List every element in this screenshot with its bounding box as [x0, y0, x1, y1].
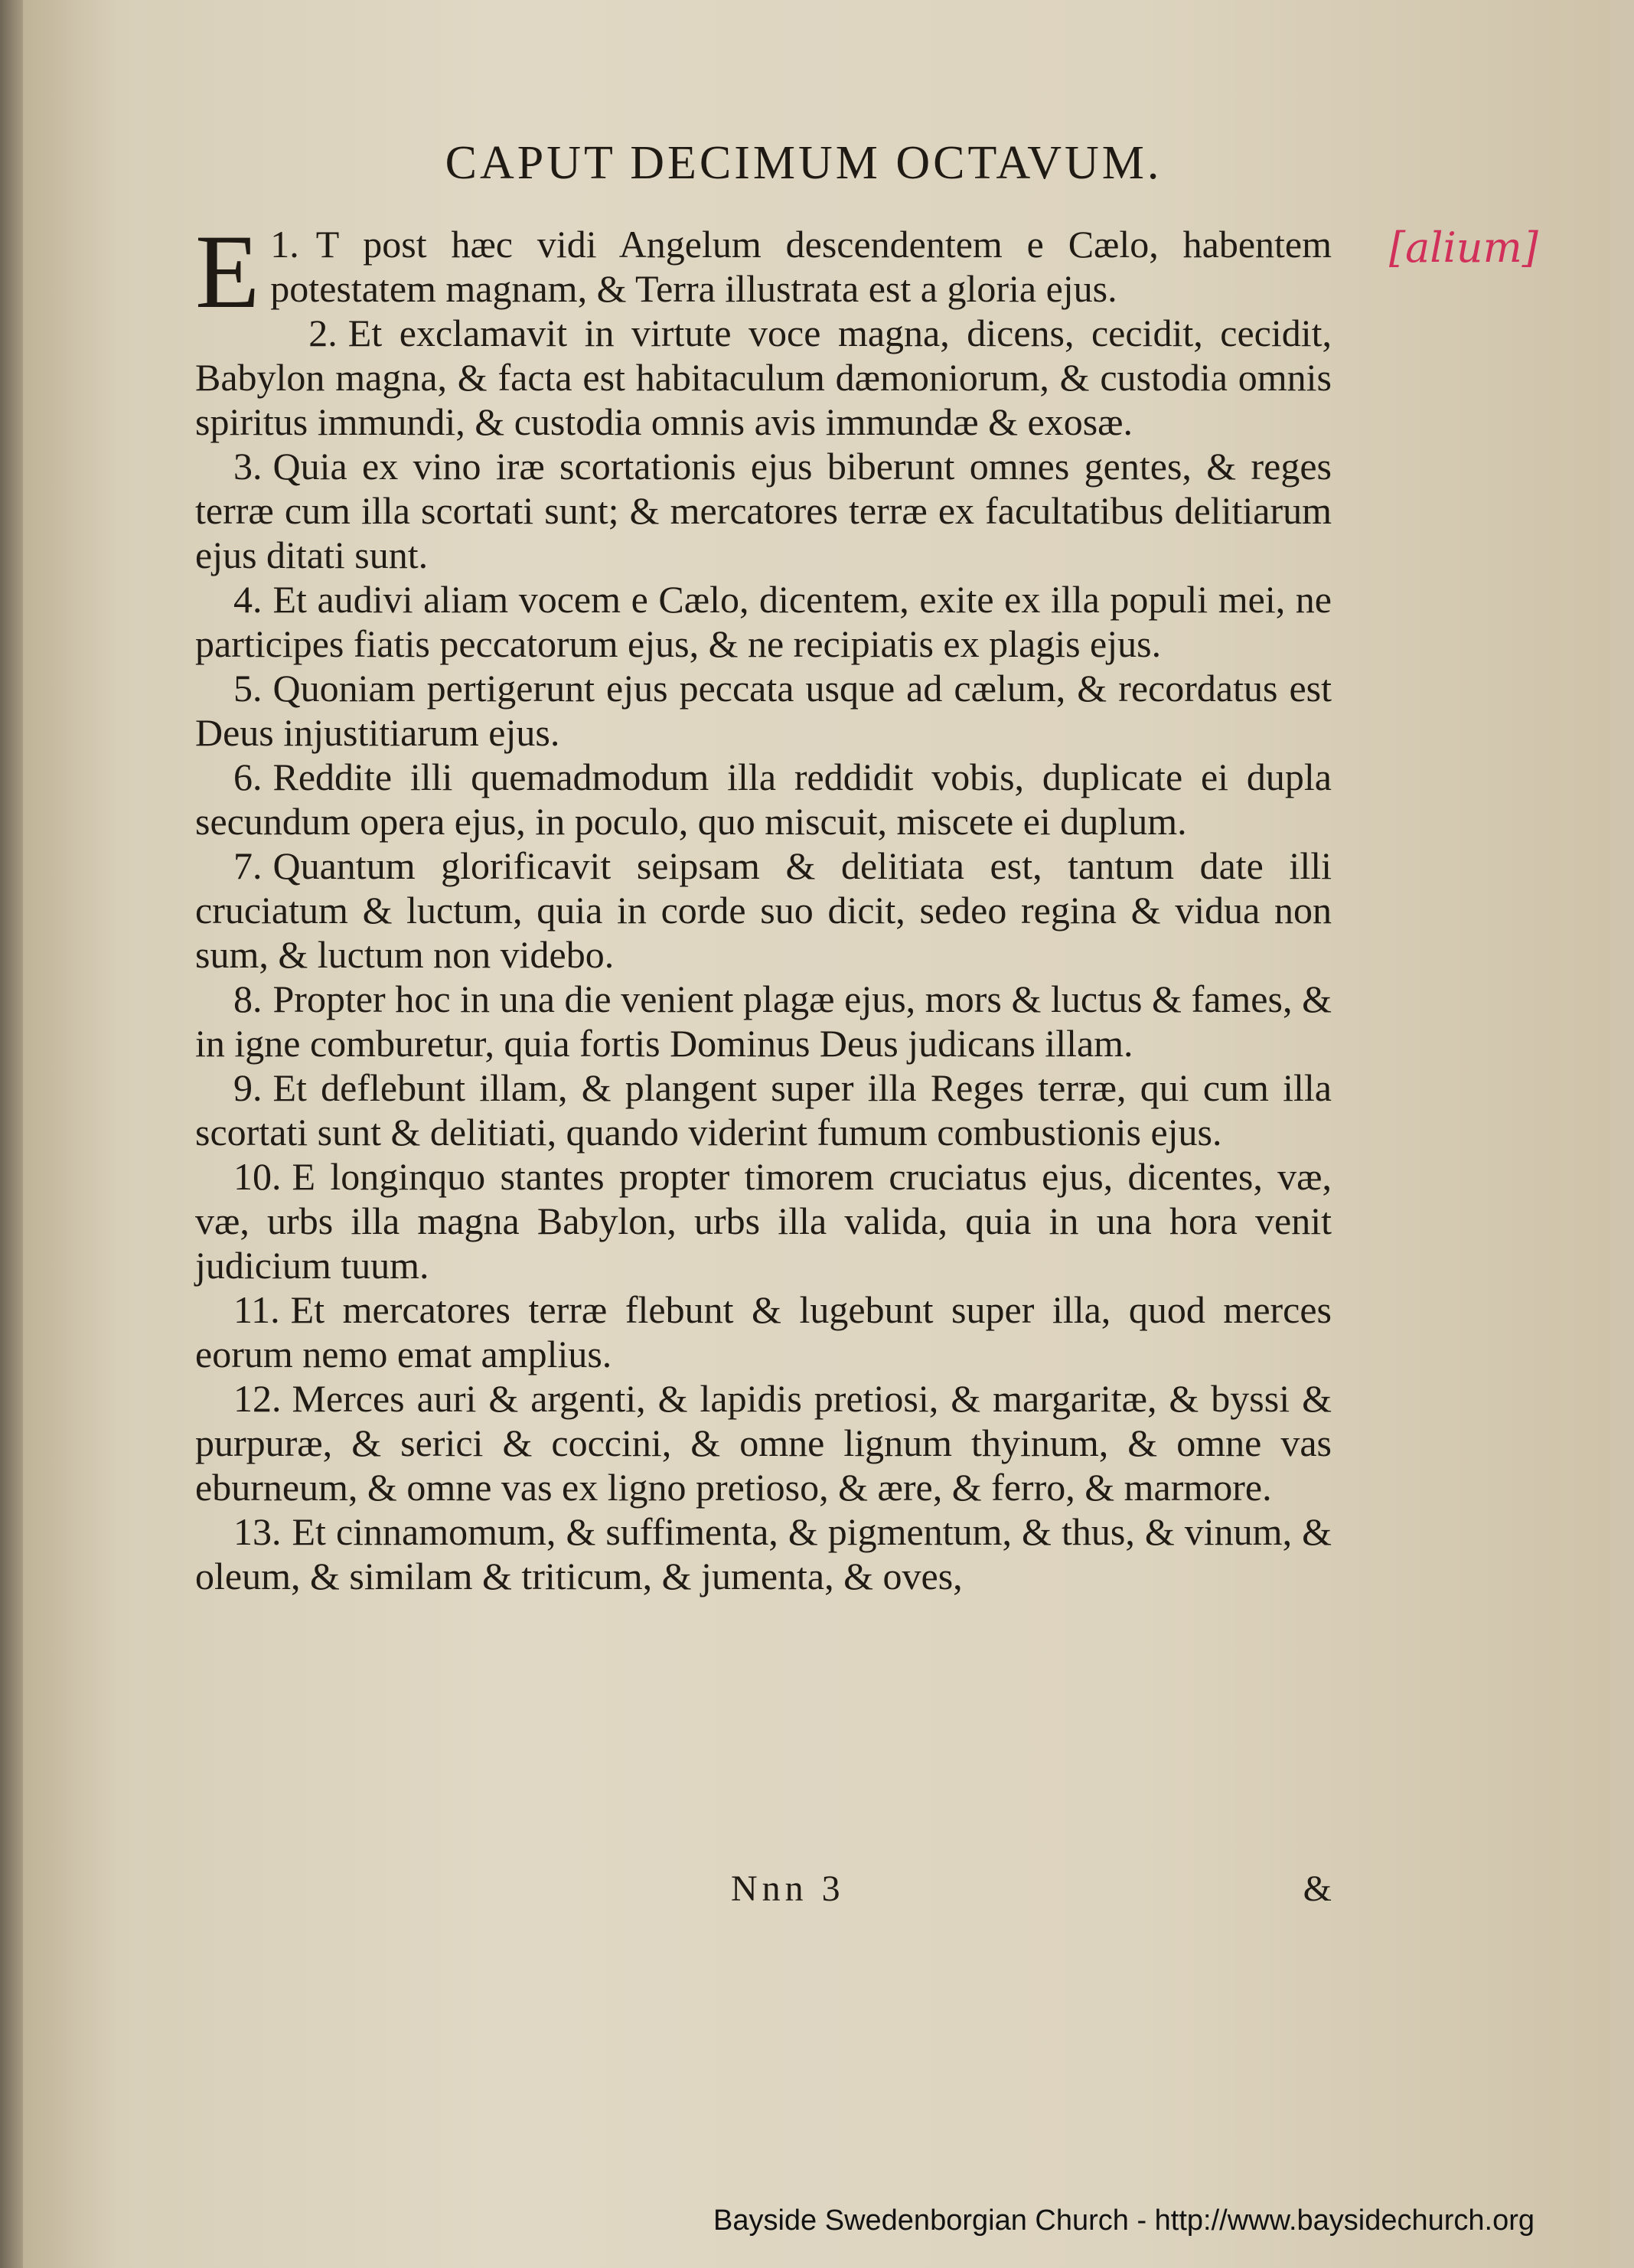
verse-10	[195, 1154, 1332, 1287]
verse-number: 4.	[233, 578, 263, 621]
handwritten-annotation: [alium]	[1389, 224, 1538, 272]
verse-12	[195, 1376, 1332, 1509]
verse-number: 5.	[233, 667, 263, 710]
verse-13	[195, 1509, 1332, 1598]
page-footer	[195, 1868, 1332, 1914]
verse-text: Merces auri & argenti, & lapidis pretiosi, & margaritæ, & byssi & purpuræ, & serici & coccini, & omne lignum thyinum, & omne vas eburneum, & omne vas ex ligno pretioso, & ære, & ferro, & marmore.	[195, 1377, 1332, 1509]
verse-8	[195, 977, 1332, 1065]
verse-number: 7.	[233, 844, 263, 887]
verse-7	[195, 844, 1332, 977]
catchword: &	[1303, 1868, 1332, 1909]
verse-text: Et cinnamomum, & suffimenta, & pigmentum, & thus, & vinum, & oleum, & similam & triticum, & jumenta, & oves,	[195, 1510, 1332, 1597]
verse-number: 13.	[233, 1510, 282, 1553]
verse-text: Quia ex vino iræ scortationis ejus biberunt omnes gentes, & reges terræ cum illa scortati sunt; & mercatores terræ ex facultatibus delitiarum ejus ditati sunt.	[195, 445, 1332, 576]
verse-number: 8.	[233, 977, 263, 1020]
source-credit: Bayside Swedenborgian Church - http://www.baysidechurch.org	[713, 2204, 1535, 2237]
verse-text: Quantum glorificavit seipsam & delitiata est, tantum date illi cruciatum & luctum, quia in corde suo dicit, sedeo regina & vidua non sum, & luctum non videbo.	[195, 844, 1332, 976]
verse-3	[195, 444, 1332, 577]
verse-text: Quoniam pertigerunt ejus peccata usque ad cælum, & recordatus est Deus injustitiarum ejus.	[195, 667, 1332, 754]
verse-number: 10.	[233, 1155, 282, 1198]
verse-6	[195, 755, 1332, 844]
verse-text: T post hæc vidi Angelum descendentem e Cælo, habentem potestatem magnam, & Terra illustrata est a gloria ejus.	[270, 223, 1332, 310]
verse-9	[195, 1065, 1332, 1154]
verse-number: 11.	[233, 1288, 280, 1331]
verse-number: 9.	[233, 1066, 263, 1109]
verse-number: 1.	[270, 223, 299, 266]
signature-mark: Nnn 3	[731, 1868, 845, 1909]
book-page	[23, 0, 1611, 2268]
verse-number: 12.	[233, 1377, 282, 1420]
verse-text: Et audivi aliam vocem e Cælo, dicentem, exite ex illa populi mei, ne participes fiatis peccatorum ejus, & ne recipiatis ex plagis ejus.	[195, 578, 1332, 665]
verse-1	[195, 213, 1332, 330]
verse-4	[195, 577, 1332, 666]
verse-5	[195, 666, 1332, 755]
verse-list	[195, 213, 1332, 1598]
verse-text: Reddite illi quemadmodum illa reddidit vobis, duplicate ei dupla secundum opera ejus, in poculo, quo miscuit, miscete ei duplum.	[195, 755, 1332, 843]
verse-text: Et deflebunt illam, & plangent super illa Reges terræ, qui cum illa scortati sunt & delitiati, quando viderint fumum combustionis ejus.	[195, 1066, 1332, 1154]
verse-2	[195, 311, 1332, 444]
verse-number: 6.	[233, 755, 263, 798]
chapter-title: CAPUT DECIMUM OCTAVUM.	[445, 137, 1163, 189]
verse-text: Et mercatores terræ flebunt & lugebunt super illa, quod merces eorum nemo emat amplius.	[195, 1288, 1332, 1375]
verse-text: Et exclamavit in virtute voce magna, dicens, cecidit, cecidit, Babylon magna, & facta est habitaculum dæmoniorum, & custodia omnis spiritus immundi, & custodia omnis avis immundæ & exosæ.	[195, 312, 1332, 443]
verse-number: 2.	[308, 312, 338, 354]
verse-number: 3.	[233, 445, 263, 488]
verse-11	[195, 1287, 1332, 1376]
verse-text: Propter hoc in una die venient plagæ ejus, mors & luctus & fames, & in igne comburetur, quia fortis Dominus Deus judicans illam.	[195, 977, 1332, 1065]
book-spine-shadow	[0, 0, 23, 2268]
verse-text: E longinquo stantes propter timorem cruciatus ejus, dicentes, væ, væ, urbs illa magna Babylon, urbs illa valida, quia in una hora venit judicium tuum.	[195, 1155, 1332, 1287]
drop-capital: E	[195, 213, 260, 330]
